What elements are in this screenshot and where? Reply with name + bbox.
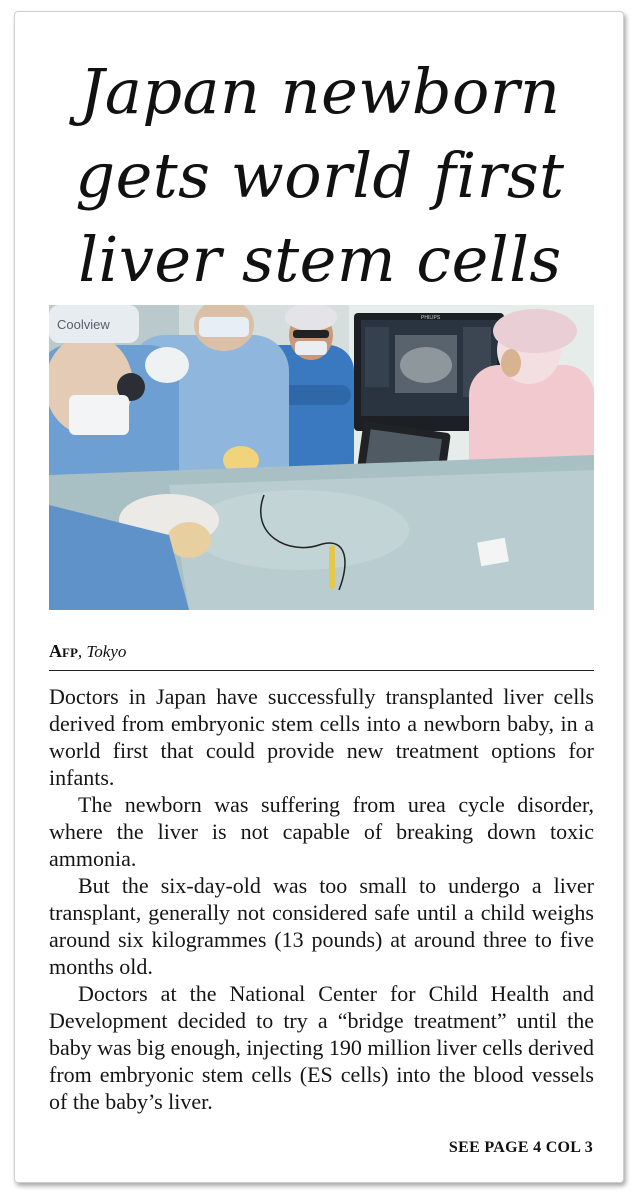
byline-city: Tokyo [86,642,127,661]
paragraph-2: The newborn was suffering from urea cycle disorder, where the liver is not capable of breaking down toxic ammonia. [49,792,594,871]
paragraph-3: But the six-day-old was too small to undergo a liver transplant, generally not considered safe until a child weighs around six kilogrammes (13 pounds) at around three to five months old. [49,873,594,979]
byline [49,640,594,663]
paragraph-1: Doctors in Japan have successfully transplanted liver cells derived from embryonic stem cells into a newborn baby, in a world first that could provide new treatment options for infants. [49,684,594,790]
byline-separator: , [77,642,87,661]
paragraph-4: Doctors at the National Center for Child Health and Development decided to try a “bridge treatment” until the baby was big enough, injecting 190 million liver cells derived from embryonic stem cells (ES cells) into the blood vessels of the baby’s liver. [49,981,594,1114]
article-photo [49,305,594,610]
monitor-brand: PHILIPS [421,315,441,321]
article-card [14,11,624,1183]
byline-agency: Afp [49,641,78,661]
loupe-brand-text: Coolview [57,317,110,332]
byline-divider [49,670,594,671]
headline: Japan newborn gets world first liver stem cells [75,55,565,296]
article-body [49,683,594,1115]
continuation-jump[interactable]: SEE PAGE 4 COL 3 [448,1139,593,1156]
surgery-photo-illustration [49,305,594,610]
